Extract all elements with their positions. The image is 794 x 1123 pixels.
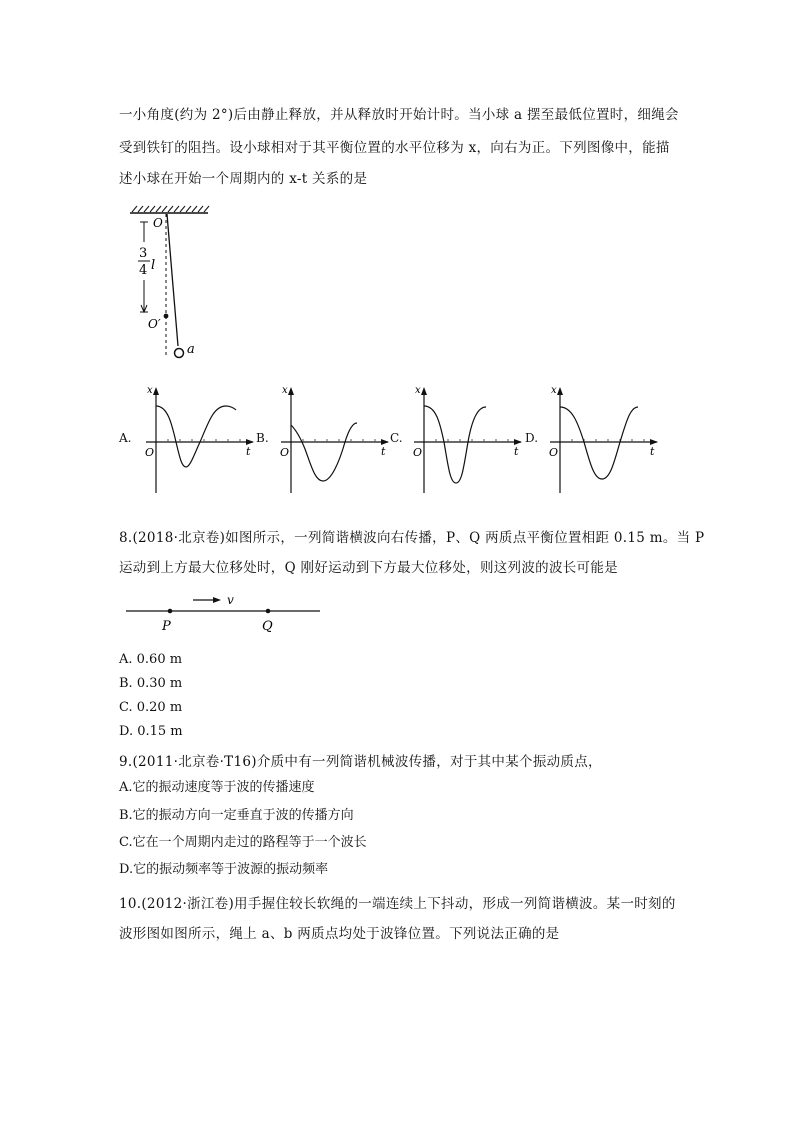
q7-option-d-label: D. bbox=[525, 431, 539, 445]
t-axis-label: t bbox=[381, 445, 386, 458]
q7-text-line-1: 一小角度(约为 2°)后由静止释放，并从释放时开始计时。当小球 a 摆至最低位置时，细绳会 bbox=[119, 107, 679, 123]
q8-option-b: B. 0.30 m bbox=[119, 676, 183, 691]
origin-label: O bbox=[549, 446, 559, 459]
t-axis-label: t bbox=[650, 445, 655, 458]
option-c-graph bbox=[406, 383, 526, 493]
q9-option-d: D.它的振动频率等于波源的振动频率 bbox=[119, 862, 329, 877]
q7-option-a-label: A. bbox=[119, 431, 132, 445]
option-b-graph bbox=[273, 383, 393, 493]
fraction-variable: l bbox=[151, 258, 156, 273]
q9-option-a: A.它的振动速度等于波的传播速度 bbox=[119, 780, 315, 795]
t-axis-label: t bbox=[514, 445, 519, 458]
x-axis-label: x bbox=[551, 385, 557, 396]
q8-option-d: D. 0.15 m bbox=[119, 724, 183, 739]
nail-label: O′ bbox=[148, 317, 161, 331]
q9-text-line-1: 9.(2011·北京卷·T16)介质中有一列简谐机械波传播，对于其中某个振动质点， bbox=[119, 754, 602, 770]
fraction-numerator: 3 bbox=[139, 246, 148, 261]
origin-label: O bbox=[145, 446, 155, 459]
point-p-label: P bbox=[162, 619, 171, 634]
option-a-graph bbox=[138, 383, 258, 493]
option-d-graph bbox=[542, 383, 662, 493]
q9-option-b: B.它的振动方向一定垂直于波的传播方向 bbox=[119, 808, 354, 823]
ball-label: a bbox=[187, 342, 195, 357]
q7-option-c-label: C. bbox=[390, 431, 403, 445]
x-axis-label: x bbox=[282, 385, 288, 396]
q10-text-line-1: 10.(2012·浙江卷)用手握住较长软绳的一端连续上下抖动，形成一列简谐横波。某一时刻的 bbox=[119, 896, 676, 912]
q8-option-a: A. 0.60 m bbox=[119, 652, 183, 667]
origin-label: O bbox=[280, 446, 290, 459]
x-axis-label: x bbox=[147, 385, 153, 396]
q8-text-line-2: 运动到上方最大位移处时，Q 刚好运动到下方最大位移处，则这列波的波长可能是 bbox=[119, 560, 618, 576]
q7-text-line-3: 述小球在开始一个周期内的 x-t 关系的是 bbox=[119, 171, 368, 187]
pivot-label: O bbox=[153, 216, 163, 230]
q8-text-line-1: 8.(2018·北京卷)如图所示，一列简谐横波向右传播，P、Q 两质点平衡位置相距 0.15 m。当 P bbox=[119, 530, 705, 546]
wave-pq-figure bbox=[120, 588, 330, 638]
q10-text-line-2: 波形图如图所示，绳上 a、b 两质点均处于波锋位置。下列说法正确的是 bbox=[119, 926, 560, 942]
velocity-label: v bbox=[227, 593, 234, 607]
t-axis-label: t bbox=[246, 445, 251, 458]
fraction-denominator: 4 bbox=[139, 263, 148, 278]
q8-option-c: C. 0.20 m bbox=[119, 700, 183, 715]
x-axis-label: x bbox=[415, 385, 421, 396]
q7-option-b-label: B. bbox=[256, 431, 269, 445]
point-q-label: Q bbox=[262, 619, 273, 634]
pendulum-figure bbox=[120, 200, 230, 365]
q7-text-line-2: 受到铁钉的阻挡。设小球相对于其平衡位置的水平位移为 x，向右为正。下列图像中，能描 bbox=[119, 140, 670, 156]
origin-label: O bbox=[413, 446, 423, 459]
q9-option-c: C.它在一个周期内走过的路程等于一个波长 bbox=[119, 835, 367, 850]
